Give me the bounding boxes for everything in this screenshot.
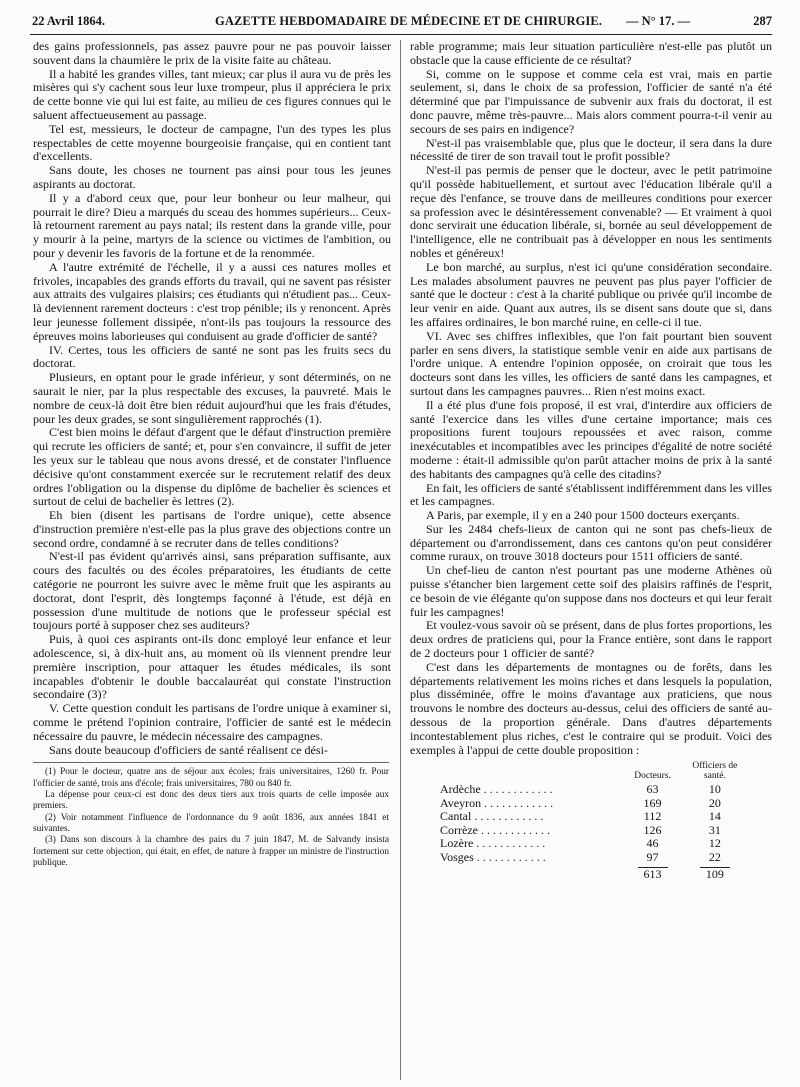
officiers-count: 10 (708, 782, 721, 797)
column-header-officiers: Officiers de santé. (692, 761, 738, 782)
paragraph: N'est-il pas permis de penser que le docteur, avec le petit patrimoine qu'il possède habituellement, et surtout avec l'éducation libérale qu'il a reçue dès l'enfance, se trouve dans de meilleures conditions pour exercer sa profession avec le désintéressement convenable? — Et vraiment à quoi donc servirait une éducation libérale, si, bornée au seul développement de l'intelligence, elle ne contribuait pas à développer en nous les sentiments nobles et généreux! (410, 163, 772, 260)
docteurs-count: 112 (643, 809, 662, 824)
paragraph: des gains professionnels, pas assez pauvre pour ne pas pouvoir laisser souvent dans la chaumière le prix de la visite faite au château. (33, 39, 391, 67)
department-name: Vosges . . . . . . . . . . . . (440, 849, 546, 864)
docteurs-count: 126 (643, 822, 662, 837)
paragraph: Plusieurs, en optant pour le grade inférieur, y sont déterminés, on ne saurait le nier, par la plus respectable des excuses, la pauvreté. Mais le nombre de ceux-là doit être bien réduit aujourd'hui que les frais d'études, pour les deux grades, se sont singulièrement rapprochés (1). (33, 370, 391, 426)
paragraph: VI. Avec ses chiffres inflexibles, que l'on fait pourtant bien souvent parler en sens divers, la statistique semble venir en aide aux partisans de l'ordre unique. A entendre l'opinion opposée, on croirait que tous les docteurs sont dans les villes, les officiers de santé dans les campagnes, et surtout dans les campagnes pauvres... Rien n'est moins exact. (410, 328, 772, 398)
paragraph: Sans doute beaucoup d'officiers de santé réalisent ce dési- (49, 742, 328, 757)
paragraph: N'est-il pas vraisemblable que, plus que le docteur, il sera dans la dure nécessité de tirer de son travail tout le profit possible? (410, 135, 772, 164)
statistics-table (410, 761, 772, 882)
paragraph: Et voulez-vous savoir où se présent, dans de plus fortes proportions, les deux ordres de praticiens qui, pour la France entière, sont dans le rapport de 2 docteurs pour 1 officier de santé? (410, 618, 772, 661)
paragraph: A Paris, par exemple, il y en a 240 pour 1500 docteurs exerçants. (426, 508, 740, 523)
table-row (426, 824, 746, 838)
department-name: Aveyron . . . . . . . . . . . . (440, 795, 554, 810)
paragraph: Un chef-lieu de canton n'est pourtant pas une moderne Athènes où puisse s'étancher bien largement cette soif des plaisirs raffinés de l'esprit, ce besoin de vie élégante qu'on suppose dans nos docteurs et qui leur ferait fuir les campagnes! (410, 563, 772, 619)
page-number: 287 (753, 14, 772, 28)
issue-date: 22 Avril 1864. (32, 14, 106, 28)
total-officiers: 109 (700, 867, 730, 882)
left-column (33, 40, 391, 869)
paragraph: Il a été plus d'une fois proposé, il est vrai, d'interdire aux officiers de santé l'exercice dans les villes d'une certaine importance; mais ces propositions furent toujours repoussées et avec raison, comme inexécutables et incompatibles avec les principes d'égalité de notre société moderne : était-il admissible qu'on parût attacher moins de prix à la santé des habitants des campagnes qu'à celle des citadins? (410, 397, 772, 481)
paragraph: Puis, à quoi ces aspirants ont-ils donc employé leur enfance et leur adolescence, si, à dix-huit ans, au moment où ils viennent prendre leur première inscription, pour attaquer les études médicales, ils sont incapables d'obtenir le double baccalauréat qui constate l'instruction secondaire (3)? (33, 632, 391, 702)
paragraph: IV. Certes, tous les officiers de santé ne sont pas les fruits secs du doctorat. (33, 342, 391, 371)
officiers-count: 12 (708, 836, 721, 851)
docteurs-count: 63 (646, 782, 659, 797)
page-header (30, 8, 772, 35)
column-header-docteurs: Docteurs. (634, 771, 671, 782)
totals-row (426, 864, 746, 882)
total-docteurs: 613 (638, 867, 668, 882)
table-row (426, 851, 746, 865)
paragraph: A l'autre extrémité de l'échelle, il y a aussi ces natures molles et frivoles, incapables des grands efforts du travail, qui ne savent pas résister aux attraits des vulgaires plaisirs; ces étudiants qui n'étudient pas... Ceux-là deviennent rarement docteurs : c'est trop pénible; ils y renoncent. Après leur jeunesse follement dissipée, n'ont-ils pas toujours la ressource des épreuves moins laborieuses qui conduisent au grade d'officier de santé? (33, 259, 391, 343)
footnotes (33, 762, 389, 869)
paragraph: Sans doute, les choses ne tournent pas ainsi pour tous les jeunes aspirants au doctorat. (33, 163, 391, 191)
department-name: Corrèze . . . . . . . . . . . . (440, 822, 550, 837)
paragraph: N'est-il pas évident qu'arrivés ainsi, sans préparation suffisante, aux cours des facultés ou des écoles préparatoires, les étudiants de cette catégorie ne pourront les suivre avec le même fruit que les aspirants au doctorat, dont l'esprit, dès longtemps façonné à l'étude, est déjà en possession d'une multitude de notions que le professeur spécial est toujours porté à supposer chez ses auditeurs? (33, 549, 391, 633)
footnote: (3) Dans son discours à la chambre des pairs du 7 juin 1847, M. de Salvandy insista fortement sur cette objection, qui était, en effet, de nature à frapper un ministre de l'instruction publique. (33, 835, 389, 868)
department-name: Ardèche . . . . . . . . . . . . (440, 782, 553, 797)
paragraph: Si, comme on le suppose et comme cela est vrai, mais en partie seulement, si, dans le choix de sa profession, l'officier de santé n'a été déterminé que par l'impuissance de subvenir aux frais du doctorat, il est donc pauvre, même très-pauvre... Mais alors comment pourra-t-il venir au secours de ses pairs en indigence? (410, 66, 772, 136)
footnote: (2) Voir notamment l'influence de l'ordonnance du 9 août 1836, aux années 1841 et suivantes. (33, 812, 389, 834)
table-row (426, 797, 746, 811)
officiers-count: 20 (708, 795, 721, 810)
column-divider (400, 40, 401, 1080)
paragraph: Il a habité les grandes villes, tant mieux; car plus il aura vu de près les misères qui s'y cachent sous leur luxe trompeur, plus il appréciera le prix de cette bonne vie qui lui est faite, au milieu de ces figures connues qui le saluent affectueusement au passage. (33, 66, 391, 122)
department-name: Cantal . . . . . . . . . . . . (440, 809, 544, 824)
paragraph: C'est dans les départements de montagnes ou de forêts, dans les départements relativement les moins riches et dans lesquels la population, plus disséminée, offre le moins d'avantage aux praticiens, que nous trouvons le nombre des docteurs au-dessus, celui des officiers de santé au-dessous de la proportion générale. Dans d'autres départements incontestablement plus riches, c'est le contraire qui se produit. Voici des exemples à l'appui de cette double proposition : (410, 659, 772, 757)
table-row (426, 810, 746, 824)
paragraph: Le bon marché, au surplus, n'est ici qu'une considération secondaire. Les malades absolument pauvres ne peuvent pas plus payer l'officier de santé que le docteur : c'est à la charité publique ou privée qu'il incombe de leur venir en aide. Quant aux autres, ils se disent sans doute que si, dans les affaires ordinaires, le bon marché ruine, en celle-ci il tue. (410, 259, 772, 329)
docteurs-count: 169 (643, 795, 662, 810)
footnote: La dépense pour ceux-ci est donc des deux tiers aux trois quarts de celle imposée aux premiers. (33, 790, 389, 812)
paragraph: rable programme; mais leur situation particulière n'est-elle pas plutôt un obstacle que la cause efficiente de ce résultat? (410, 39, 772, 67)
table-row (426, 783, 746, 797)
paragraph: Eh bien (disent les partisans de l'ordre unique), cette absence d'instruction première n'est-elle pas la plus grave des objections contre un second ordre, condamné à se recruter dans de telles conditions? (33, 508, 391, 550)
right-column (410, 40, 772, 882)
paragraph: Il y a d'abord ceux que, pour leur bonheur ou leur malheur, qui pourrait le dire? Dieu a marqués du sceau des hommes supérieurs... Ceux-là retournent rarement au pays natal; ils restent dans la grande ville, pour y mourir à la peine, martyrs de la science ou victimes de l'ambition, ou pour y devenir les favoris de la fortune et de la renommée. (33, 190, 391, 260)
paragraph: Tel est, messieurs, le docteur de campagne, l'un des types les plus respectables de cette moyenne bourgeoisie française, qui en contient tant d'excellents. (33, 121, 391, 164)
officiers-count: 22 (708, 849, 721, 864)
paragraph: Sur les 2484 chefs-lieux de canton qui ne sont pas chefs-lieux de département ou d'arrondissement, dans ces cantons qu'on peut considérer comme ruraux, on trouve 3018 docteurs pour 1511 officiers de santé. (410, 521, 772, 564)
table-row (426, 837, 746, 851)
department-name: Lozère . . . . . . . . . . . . (440, 836, 546, 851)
journal-title: GAZETTE HEBDOMADAIRE DE MÉDECINE ET DE CHIRURGIE. (215, 14, 603, 28)
docteurs-count: 46 (646, 836, 659, 851)
paragraph: En fait, les officiers de santé s'établissent indifféremment dans les villes et les campagnes. (410, 480, 772, 509)
officiers-count: 14 (708, 809, 721, 824)
paragraph: C'est bien moins le défaut d'argent que le défaut d'instruction première qui recrute les officiers de santé; et, pour s'en convaincre, il suffit de jeter les yeux sur le tableau que nous avons dressé, et de constater l'influence décisive qu'ont constamment exercée sur le recrutement relatif des deux ordres l'obligation ou la dispense du diplôme de bachelier ès sciences et surtout de celui de bachelier ès lettres (2). (33, 425, 391, 509)
footnote: (1) Pour le docteur, quatre ans de séjour aux écoles; frais universitaires, 1260 fr. Pour l'officier de santé, trois ans d'école; frais universitaires, 780 ou 840 fr. (33, 767, 389, 789)
paragraph: V. Cette question conduit les partisans de l'ordre unique à examiner si, comme le prétend l'opinion contraire, l'officier de santé est le médecin nécessaire du pauvre, le médecin nécessaire des campagnes. (33, 701, 391, 743)
officiers-count: 31 (708, 822, 721, 837)
issue-number: — N° 17. — (626, 14, 691, 28)
docteurs-count: 97 (646, 849, 659, 864)
